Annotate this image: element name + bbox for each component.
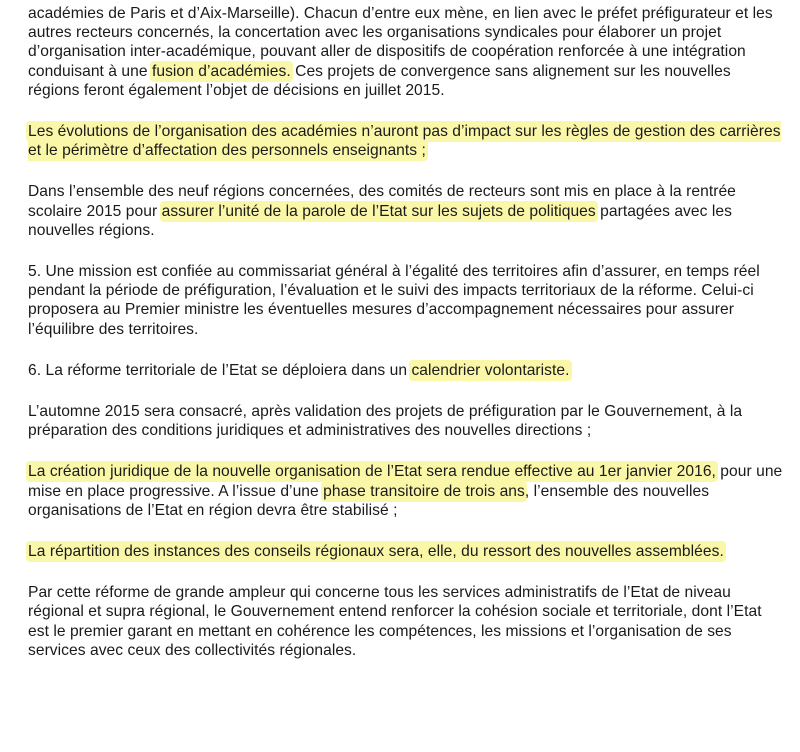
text-segment: partagées avec les nouvelles régions. <box>28 202 732 239</box>
paragraph-point-5 <box>28 262 786 339</box>
highlighted-text: phase transitoire de trois ans <box>323 482 525 500</box>
text-segment: , l’ensemble des nouvelles organisations de l’Etat en région devra être stabilisé ; <box>28 482 710 519</box>
highlighted-text: Les évolutions de l’organisation des académies n’auront pas d’impact sur les règles de gestion des carrières et le périmètre d’affectation des personnels enseignants ; <box>28 123 781 160</box>
highlighted-text: La création juridique de la nouvelle organisation de l’Etat sera rendue effective au 1er janvier 2016, <box>28 463 716 481</box>
paragraph-automne-2015 <box>28 402 786 440</box>
text-segment: académies de Paris et d’Aix-Marseille). Chacun d’entre eux mène, en lien avec le préfet préfigurateur et les autres recteurs concernés, la concertation avec les organisations syndicales pour élaborer un projet d’organisation inter-académique, pouvant aller de dispositifs de coopération renforcée à une intégration conduisant à une <box>28 5 773 80</box>
paragraph-conclusion <box>28 583 786 660</box>
text-segment: 5. Une mission est confiée au commissariat général à l’égalité des territoires afin d’assurer, en temps réel pendant la période de préfiguration, l’évaluation et le suivi des impacts territoriaux de la réforme. Celui-ci proposera au Premier ministre les éventuelles mesures d’accompagnement nécessaires pour assurer l’équilibre des territoires. <box>28 263 760 338</box>
highlighted-text: calendrier volontariste. <box>411 361 570 379</box>
highlighted-text: La répartition des instances des conseils régionaux sera, elle, du ressort des nouvelles assemblées. <box>28 543 724 561</box>
text-segment: Par cette réforme de grande ampleur qui concerne tous les services administratifs de l’Etat de niveau régional et supra régional, le Gouvernement entend renforcer la cohésion sociale et territoriale, dont l’Etat est le premier garant en mettant en cohérence les compétences, les missions et l’organisation de ses services avec ceux des collectivités régionales. <box>28 584 762 659</box>
paragraph-point-6 <box>28 361 786 380</box>
text-segment: Ces projets de convergence sans alignement sur les nouvelles régions feront également l’objet de décisions en juillet 2015. <box>28 62 731 99</box>
paragraph-evolutions <box>28 122 786 160</box>
text-segment: 6. La réforme territoriale de l’Etat se déploiera dans un <box>28 361 412 379</box>
highlighted-text: assurer l’unité de la parole de l’Etat sur les sujets de politiques <box>161 202 596 220</box>
paragraph-comites-recteurs <box>28 182 786 240</box>
text-segment: L’automne 2015 sera consacré, après validation des projets de préfiguration par le Gouvernement, à la préparation des conditions juridiques et administratives des nouvelles directions ; <box>28 403 743 440</box>
text-segment: pour une mise en place progressive. A l’issue d’une <box>28 463 783 500</box>
highlighted-text: fusion d’académies. <box>151 62 291 80</box>
paragraph-creation-juridique <box>28 462 786 520</box>
text-segment: Dans l’ensemble des neuf régions concernées, des comités de recteurs sont mis en place à la rentrée scolaire 2015 pour <box>28 183 736 220</box>
paragraph-academies <box>28 4 786 100</box>
paragraph-repartition <box>28 542 786 561</box>
